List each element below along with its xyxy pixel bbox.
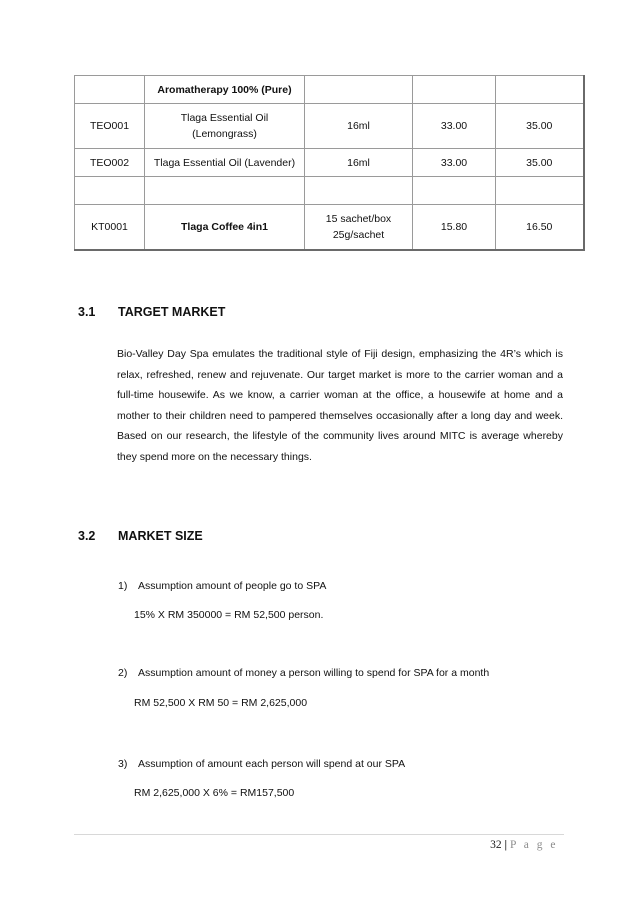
table-row [75,177,584,205]
product-name-cell [145,177,305,205]
list-item-3-number: 3) [118,758,128,770]
table-row [75,76,584,104]
cost-price-cell [413,177,496,205]
product-code-cell: KT0001 [75,205,145,250]
page-number: 32 [490,839,502,851]
cost-price-cell: 15.80 [413,205,496,250]
section-3-1-title: TARGET MARKET [118,305,226,319]
product-name-cell: Aromatherapy 100% (Pure) [145,76,305,104]
list-item-3-text: Assumption of amount each person will spend at our SPA [138,758,406,770]
product-size-cell [305,177,413,205]
list-item-2-text: Assumption amount of money a person willing to spend for SPA for a month [138,667,490,679]
product-table-body [75,76,584,250]
product-code-cell [75,177,145,205]
footer-divider [74,834,564,835]
list-item-3 [118,758,405,770]
selling-price-cell: 16.50 [496,205,584,250]
product-size-cell [305,76,413,104]
cost-price-cell: 33.00 [413,104,496,149]
footer-separator: | [504,839,508,851]
table-row [75,104,584,149]
product-size-cell: 16ml [305,149,413,177]
product-price-table [74,75,585,251]
list-item-1-number: 1) [118,580,128,592]
section-3-1-number: 3.1 [78,305,96,319]
product-size-cell: 16ml [305,104,413,149]
cost-price-cell: 33.00 [413,149,496,177]
selling-price-cell [496,76,584,104]
calculation-1: 15% X RM 350000 = RM 52,500 person. [134,609,324,621]
product-code-cell: TEO001 [75,104,145,149]
calculation-3: RM 2,625,000 X 6% = RM157,500 [134,787,295,799]
page-footer [490,839,558,851]
table-row [75,149,584,177]
page-label: P a g e [509,839,558,851]
list-item-1-text: Assumption amount of people go to SPA [138,580,327,592]
product-name-cell: Tlaga Essential Oil (Lavender) [145,149,305,177]
section-3-2-title: MARKET SIZE [118,529,203,543]
list-item-1 [118,580,326,592]
cost-price-cell [413,76,496,104]
product-name-cell: Tlaga Essential Oil (Lemongrass) [145,104,305,149]
product-name-cell: Tlaga Coffee 4in1 [145,205,305,250]
selling-price-cell: 35.00 [496,104,584,149]
selling-price-cell: 35.00 [496,149,584,177]
section-3-2-number: 3.2 [78,529,96,543]
selling-price-cell [496,177,584,205]
table-row [75,205,584,250]
list-item-2 [118,667,489,679]
calculation-2: RM 52,500 X RM 50 = RM 2,625,000 [134,697,308,709]
product-size-cell: 15 sachet/box 25g/sachet [305,205,413,250]
list-item-2-number: 2) [118,667,128,679]
product-code-cell [75,76,145,104]
product-code-cell: TEO002 [75,149,145,177]
target-market-paragraph: Bio-Valley Day Spa emulates the traditional style of Fiji design, emphasizing the 4R’s which is relax, refreshed, renew and rejuvenate. Our target market is more to the carrier woman and a full-time housewife. As we know, a carrier woman at the office, a housewife at home and a mother to their children need to pampered themselves occasionally after a long day and week. Based on our research, the lifestyle of the community lives around MITC is average whereby they spend more on the necessary things. [117,348,563,463]
